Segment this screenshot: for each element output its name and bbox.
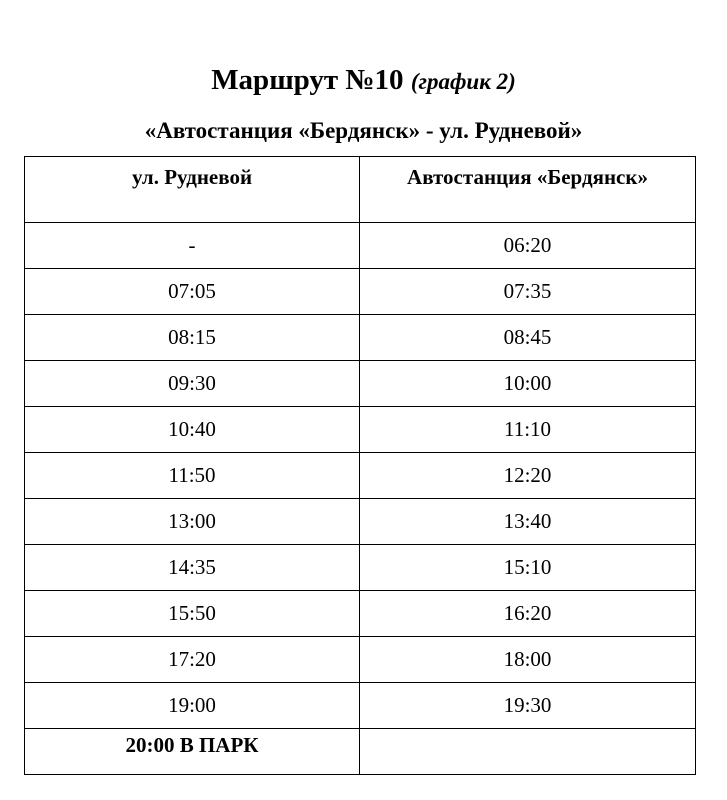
table-row xyxy=(25,637,696,683)
empty-cell xyxy=(360,729,696,775)
departure-rudnevoy: 17:20 xyxy=(25,637,360,683)
schedule-note: (график 2) xyxy=(410,69,516,94)
table-row xyxy=(25,499,696,545)
to-depot-note: 20:00 В ПАРК xyxy=(25,729,360,775)
departure-avtostantsiya: 06:20 xyxy=(360,223,696,269)
departure-avtostantsiya: 07:35 xyxy=(360,269,696,315)
table-row xyxy=(25,223,696,269)
departure-avtostantsiya: 18:00 xyxy=(360,637,696,683)
departure-avtostantsiya: 12:20 xyxy=(360,453,696,499)
departure-rudnevoy: 11:50 xyxy=(25,453,360,499)
table-header-row xyxy=(25,157,696,223)
table-row xyxy=(25,269,696,315)
departure-avtostantsiya: 08:45 xyxy=(360,315,696,361)
departure-avtostantsiya: 15:10 xyxy=(360,545,696,591)
table-row xyxy=(25,361,696,407)
column-header-avtostantsiya: Автостанция «Бердянск» xyxy=(360,157,696,223)
departure-rudnevoy: 07:05 xyxy=(25,269,360,315)
departure-rudnevoy: 13:00 xyxy=(25,499,360,545)
departure-rudnevoy: 08:15 xyxy=(25,315,360,361)
table-row xyxy=(25,453,696,499)
departure-rudnevoy: - xyxy=(25,223,360,269)
table-row xyxy=(25,545,696,591)
departure-avtostantsiya: 19:30 xyxy=(360,683,696,729)
departure-rudnevoy: 19:00 xyxy=(25,683,360,729)
table-row xyxy=(25,315,696,361)
departure-rudnevoy: 09:30 xyxy=(25,361,360,407)
departure-rudnevoy: 14:35 xyxy=(25,545,360,591)
table-row xyxy=(25,407,696,453)
schedule-table xyxy=(24,156,696,775)
departure-avtostantsiya: 11:10 xyxy=(360,407,696,453)
table-row xyxy=(25,591,696,637)
page-title xyxy=(0,62,727,100)
route-title: Маршрут №10 xyxy=(211,64,404,96)
departure-rudnevoy: 15:50 xyxy=(25,591,360,637)
departure-avtostantsiya: 10:00 xyxy=(360,361,696,407)
table-footer-row xyxy=(25,729,696,775)
route-subtitle: «Автостанция «Бердянск» - ул. Рудневой» xyxy=(144,118,583,143)
departure-rudnevoy: 10:40 xyxy=(25,407,360,453)
table-row xyxy=(25,683,696,729)
column-header-rudnevoy: ул. Рудневой xyxy=(25,157,360,223)
departure-avtostantsiya: 13:40 xyxy=(360,499,696,545)
departure-avtostantsiya: 16:20 xyxy=(360,591,696,637)
